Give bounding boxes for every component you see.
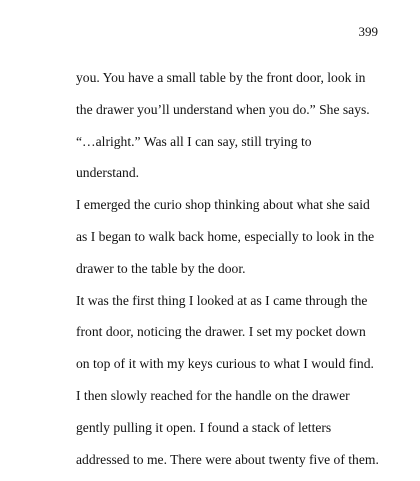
text-line: I then slowly reached for the handle on the drawer (76, 387, 350, 403)
text-line: on top of it with my keys curious to what I would find. (76, 356, 374, 372)
text-line: understand. (76, 165, 140, 181)
text-line: the drawer you’ll understand when you do.” She says. (76, 101, 370, 117)
text-line: It was the first thing I looked at as I came through the (76, 292, 368, 308)
text-line: front door, noticing the drawer. I set my pocket down (76, 324, 366, 340)
text-line: as I began to walk back home, especially to look in the (76, 228, 375, 244)
text-line: addressed to me. There were about twenty five of them. (76, 451, 379, 467)
text-line: gently pulling it open. I found a stack of letters (76, 419, 332, 435)
text-line: “…alright.” Was all I can say, still trying to (76, 133, 312, 149)
text-line: you. You have a small table by the front door, look in (76, 70, 366, 85)
text-line: drawer to the table by the door. (76, 260, 246, 276)
body-text (76, 62, 379, 475)
text-line: I emerged the curio shop thinking about what she said (76, 197, 370, 213)
page-number: 399 (358, 24, 378, 39)
